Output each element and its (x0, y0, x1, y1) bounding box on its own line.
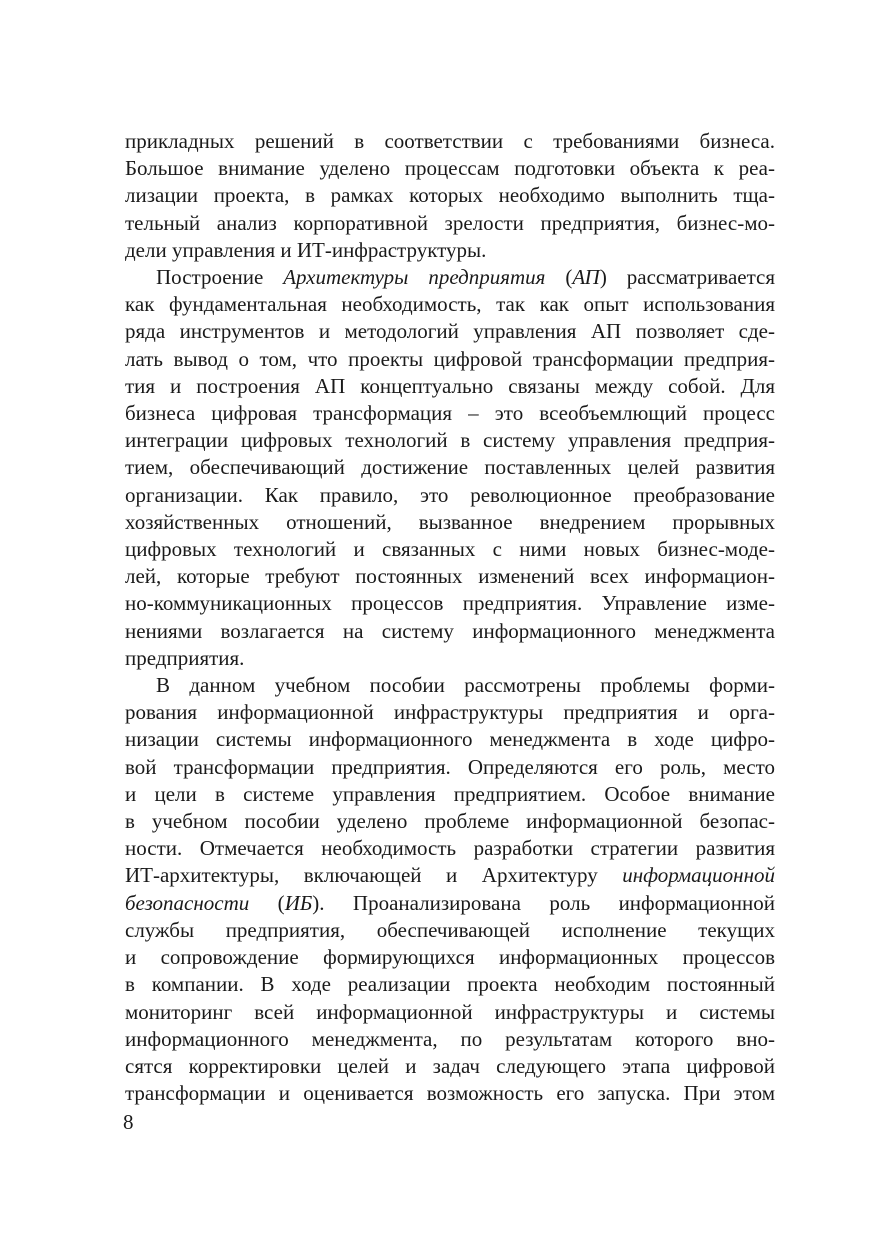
text-line: бизнеса цифровая трансформация – это всеобъемлющий процесс (125, 401, 775, 426)
text-line: и цели в системе управления предприятием. Особое внимание (125, 781, 775, 806)
text-line: трансформации и оценивается возможность его запуска. При этом (125, 1081, 775, 1106)
text-line-indented (125, 264, 775, 291)
text-line: в учебном пособии уделено проблеме информационной безопас- (125, 809, 775, 834)
text-run: ) рассматривается (599, 265, 776, 290)
text-run: Построение (156, 265, 284, 290)
text-line: информационного менеджмента, по результатам которого вно- (125, 1026, 775, 1051)
text-line: сятся корректировки целей и задач следующего этапа цифровой (125, 1053, 775, 1078)
text-line: предприятия. (125, 645, 245, 670)
paragraph-2 (125, 264, 775, 672)
paragraph-3 (125, 672, 775, 1107)
text-line: прикладных решений в соответствии с требованиями бизнеса. (125, 129, 775, 153)
text-line: нениями возлагается на систему информационного менеджмента (125, 618, 775, 643)
text-line: мониторинг всей информационной инфраструктуры и системы (125, 999, 775, 1024)
text-line: хозяйственных отношений, вызванное внедрением прорывных (125, 509, 775, 534)
text-line-indented: В данном учебном пособии рассмотрены проблемы форми- (156, 673, 775, 698)
text-line: тием, обеспечивающий достижение поставленных целей развития (125, 455, 775, 480)
page-body (125, 128, 775, 1107)
text-line: рования информационной инфраструктуры предприятия и орга- (125, 700, 775, 725)
text-line: но-коммуникационных процессов предприятия. Управление изме- (125, 591, 775, 616)
text-line: тия и построения АП концептуально связаны между собой. Для (125, 373, 775, 398)
text-line (125, 890, 775, 917)
text-line: как фундаментальная необходимость, так как опыт использования (125, 292, 775, 317)
text-line: службы предприятия, обеспечивающей исполнение текущих (125, 917, 775, 942)
text-line: в компании. В ходе реализации проекта необходим постоянный (125, 972, 775, 997)
text-line: ряда инструментов и методологий управления АП позволяет сде- (125, 319, 775, 344)
text-line: лизации проекта, в рамках которых необходимо выполнить тща- (125, 183, 775, 208)
text-run: ( (545, 265, 573, 290)
paragraph-1 (125, 128, 775, 264)
text-line: низации системы информационного менеджмента в ходе цифро- (125, 727, 775, 752)
text-run: ( (249, 890, 285, 915)
term-enterprise-architecture: Архитектуры предприятия (283, 265, 546, 290)
text-line: интеграции цифровых технологий в систему управления предприя- (125, 428, 775, 453)
text-line: цифровых технологий и связанных с ними новых бизнес-моде- (125, 537, 775, 562)
term-abbrev-ib: ИБ (284, 890, 313, 915)
text-run: ИТ-архитектуры, включающей и Архитектуру (125, 863, 623, 888)
text-line: и сопровождение формирующихся информационных процессов (125, 945, 775, 970)
text-line: ности. Отмечается необходимость разработки стратегии развития (125, 836, 775, 861)
term-abbrev-ap: АП (572, 265, 600, 290)
text-run: ). Проанализирована роль информационной (312, 890, 775, 915)
text-line: лать вывод о том, что проекты цифровой трансформации предприя- (125, 346, 775, 371)
term-information-security: информационной (622, 863, 775, 888)
page-number: 8 (123, 1110, 134, 1134)
text-line: дели управления и ИТ-инфраструктуры. (125, 237, 487, 262)
text-line: вой трансформации предприятия. Определяются его роль, место (125, 754, 775, 779)
text-line: организации. Как правило, это революционное преобразование (125, 482, 775, 507)
text-line: тельный анализ корпоративной зрелости предприятия, бизнес-мо- (125, 210, 775, 235)
text-line (125, 862, 775, 889)
text-line: лей, которые требуют постоянных изменений всех информацион- (125, 564, 775, 589)
term-security: безопасности (125, 890, 250, 915)
text-line: Большое внимание уделено процессам подготовки объекта к реа- (125, 156, 775, 181)
